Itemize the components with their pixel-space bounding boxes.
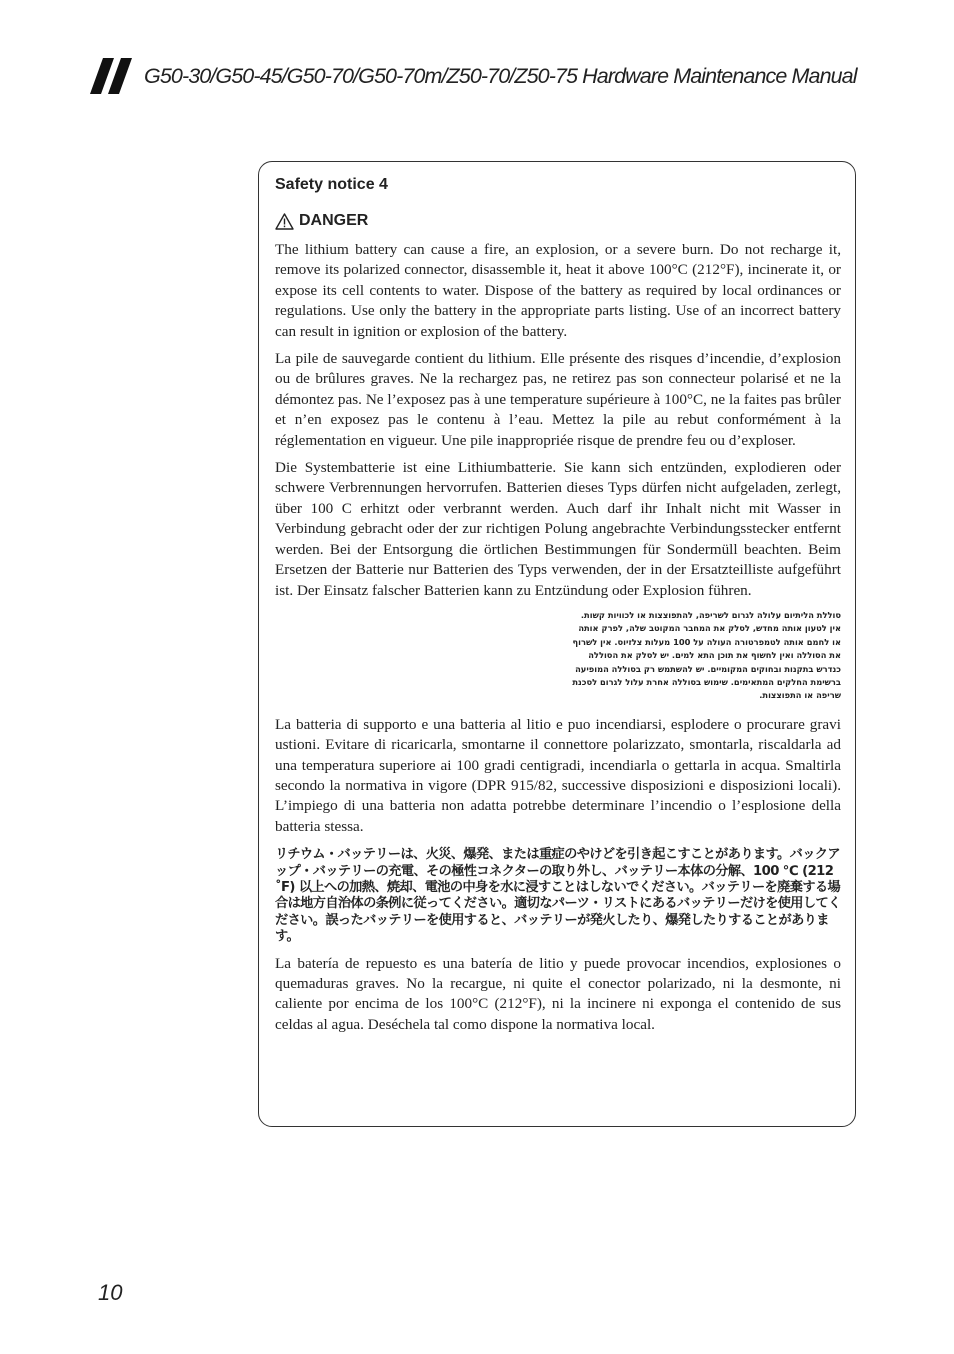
danger-heading — [275, 208, 841, 234]
page-number: 10 — [98, 1280, 123, 1305]
notice-paragraph-spanish: La batería de repuesto es una batería de litio y puede provocar incendios, explosiones o quemaduras graves. No la recargue, ni quite el conector polarizado, ni la desmonte, ni caliente por encima de los 100°C (212°F), ni la incinere ni exponga el contenido de sus celdas al agua. Deséchela tal como dispone la normativa local. — [275, 954, 841, 1033]
page-header — [90, 56, 930, 96]
double-slash-icon — [90, 58, 132, 94]
safety-notice-content — [275, 172, 841, 1042]
safety-notice-box — [258, 161, 856, 1127]
warning-triangle-icon — [275, 213, 294, 230]
notice-paragraph-french: La pile de sauvegarde contient du lithium. Elle présente des risques d’incendie, d’explosion ou de brûlures graves. Ne la rechargez pas, ne retirez pas son connecteur polarisé et ne la démontez pas. Ne l’exposez pas à une temperature supérieure à 100°C, ne la faites pas brûler et n’en exposez pas le contenu à l’eau. Mettez la pile au rebut conformément à la réglementation en vigueur. Une pile inappropriée risque de prendre feu ou d’exploser. — [275, 350, 841, 449]
danger-label: DANGER — [299, 212, 369, 229]
notice-paragraph-japanese: リチウム・バッテリーは、火災、爆発、または重症のやけどを引き起こすことがあります。バックアップ・バッテリーの充電、その極性コネクターの取り外し、バッテリー本体の分解、100 ℃ (212 ˚F) 以上への加熱、焼却、電池の中身を水に浸すことはしないでください。バッテリーを廃棄する場合は地方自治体の条例に従ってください。適切なパーツ・リストにあるバッテリーだけを使用してください。誤ったバッテリーを使用すると、バッテリーが発火したり、爆発したりすることがあります。 — [275, 847, 841, 945]
notice-paragraph-english: The lithium battery can cause a fire, an explosion, or a severe burn. Do not recharge it, remove its polarized connector, disassemble it, heat it above 100°C (212°F), incinerate it, or expose its cell contents to water. Dispose of the battery as required by local ordinances or regulations. Use only the battery in the appropriate parts listing. Use of an incorrect battery can result in ignition or explosion of the battery. — [275, 241, 841, 340]
notice-paragraph-german: Die Systembatterie ist eine Lithiumbatterie. Sie kann sich entzünden, explodieren oder schwere Verbrennungen hervorrufen. Batterien dieses Typs dürfen nicht aufgeladen, zerlegt, über 100 C erhitzt oder verbrannt werden. Auch darf ihr Inhalt nicht mit Wasser in Verbindung gebracht oder der zur richtigen Polung angebrachte Verbindungsstecker entfernt werden. Bei der Entsorgung die örtlichen Bestimmungen für Sondermüll beachten. Beim Ersetzen der Batterie nur Batterien des Typs verwenden, der in der Ersatzteilliste aufgeführt ist. Der Einsatz falscher Batterien kann zu Entzündung oder Explosion führen. — [275, 459, 841, 599]
manual-title: G50-30/G50-45/G50-70/G50-70m/Z50-70/Z50-75 Hardware Maintenance Manual — [144, 63, 857, 88]
notice-title: Safety notice 4 — [275, 176, 388, 193]
notice-paragraph-italian: La batteria di supporto e una batteria al litio e puo incendiarsi, esplodere o procurare gravi ustioni. Evitare di ricaricarla, smontarne il connettore polarizzato, smontarla, riscaldarla ad una temperatura superiore ai 100 gradi centigradi, incendiarla o gettarla in acqua. Smaltirla secondo la normativa in vigore (DPR 915/82, successive disposizioni e disposizioni locali). L’impiego di una batteria non adatta potrebbe determinare l’incendio o l’esplosione della batteria stessa. — [275, 715, 841, 835]
notice-paragraph-hebrew: סוללת הליתיום עלולה לגרום לשריפה, להתפוצצות או לכוויות קשות. אין לטעון אותה מחדש, לסלק את המחבר המקוטב שלה, לפרק אותה או לחמם אותה לטמפרטורה העולה על 100 מעלות צלזיוס. אין לשרוף את הסוללה ואין לחשוף את תוכן התא למים. יש לסלק את הסוללה כנדרש בתקנות ובחוקים המקומיים. יש להשתמש רק בסוללה המופיעה ברשימת החלקים המתאימים. שימוש בסוללה אחרת עלול לגרום לסכנת שריפה או התפוצצות. — [572, 609, 841, 701]
